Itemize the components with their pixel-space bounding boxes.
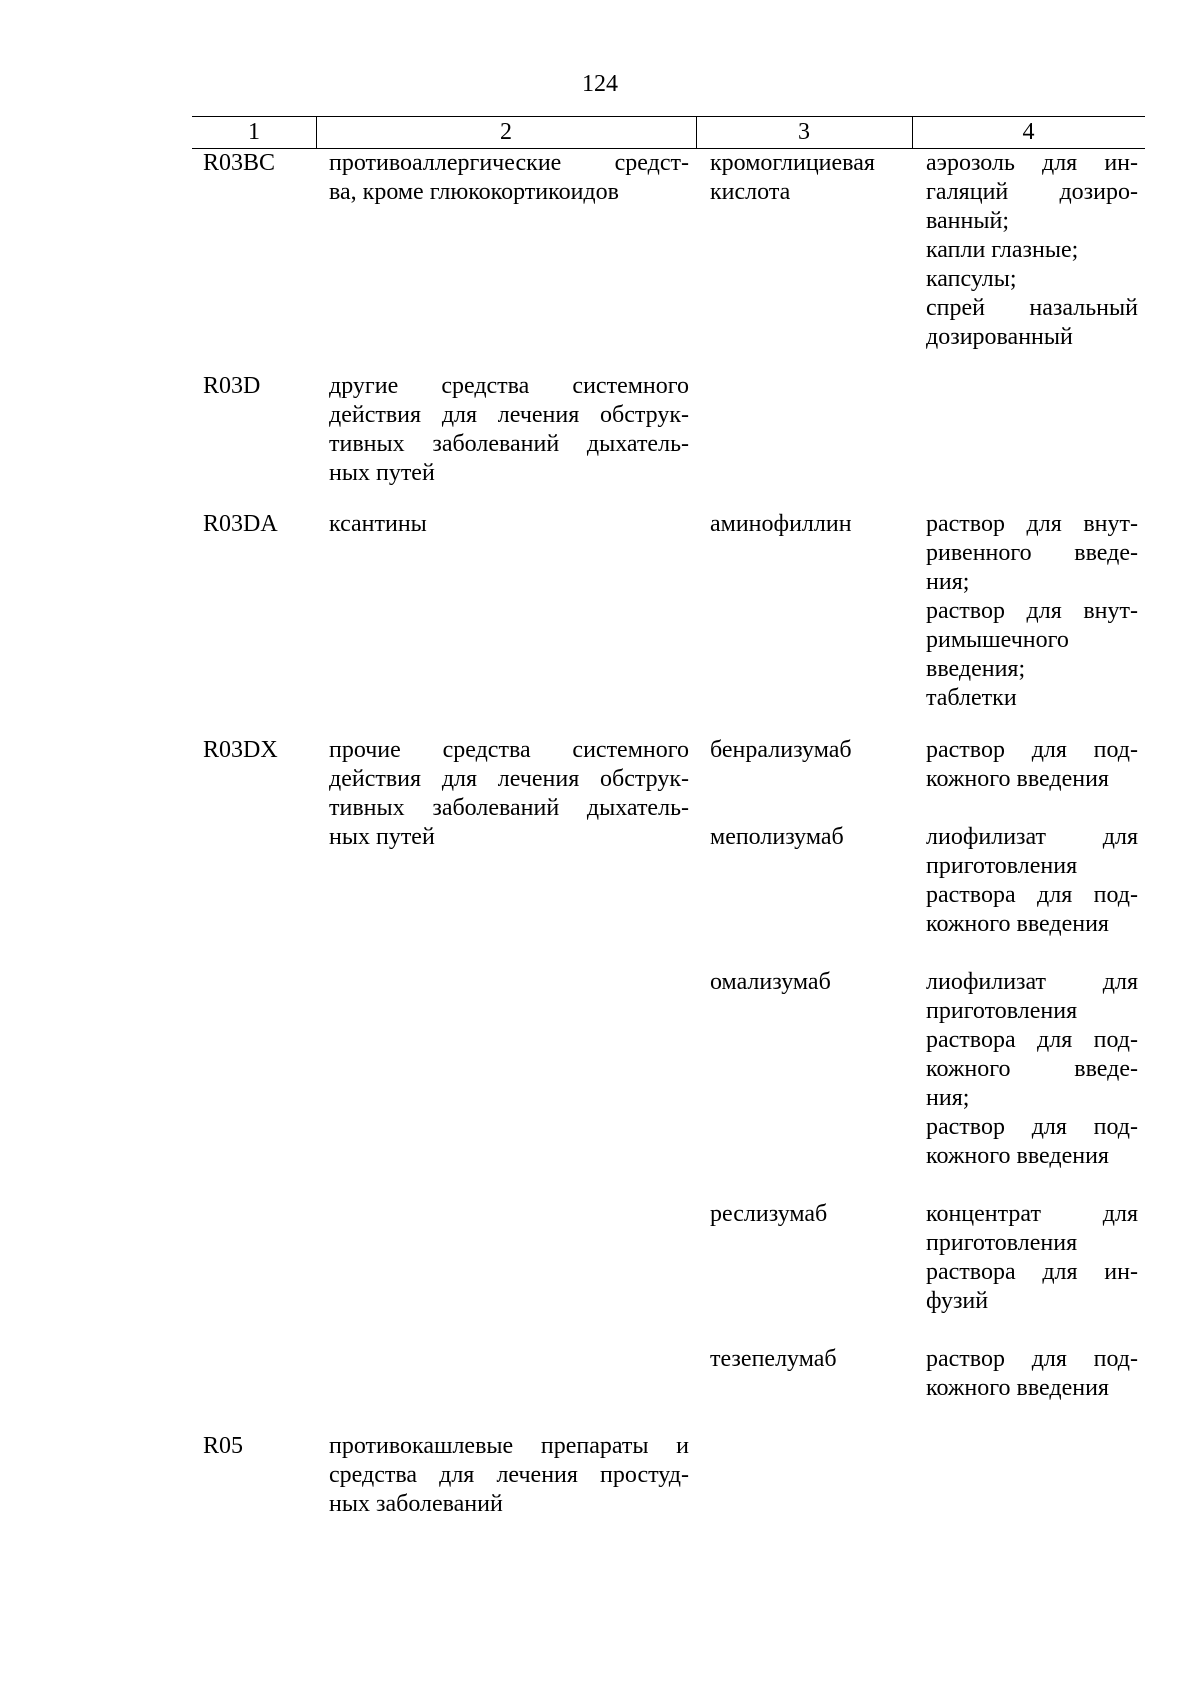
atc-code: R03DA — [203, 511, 278, 537]
dosage-forms: раствор для под- кожного введения — [926, 737, 1138, 792]
drug-name: меполизумаб — [710, 824, 844, 850]
dosage-forms: раствор для под- кожного введения — [926, 1346, 1138, 1401]
drug-name: тезепелумаб — [710, 1346, 837, 1372]
atc-group-name: прочие средства системного действия для лечения обструк- тивных заболеваний дыхатель- ных путей — [329, 737, 689, 850]
header-col-1: 1 — [248, 119, 260, 145]
header-col-4: 4 — [1022, 119, 1035, 145]
drug-name: аминофиллин — [710, 511, 852, 537]
atc-code: R03DX — [203, 737, 278, 763]
drug-name: бенрализумаб — [710, 737, 852, 763]
atc-group-name: противоаллергические средст- ва, кроме глюкокортикоидов — [329, 150, 689, 205]
header-col-2: 2 — [500, 119, 512, 145]
atc-code: R03D — [203, 373, 261, 399]
atc-code: R05 — [203, 1433, 244, 1459]
dosage-forms: лиофилизат для приготовления раствора для под- кожного введения — [926, 824, 1138, 937]
dosage-forms: лиофилизат для приготовления раствора для под- кожного введе- ния; раствор для под- кожного введения — [926, 969, 1138, 1169]
drug-name: кромоглициевая кислота — [710, 150, 875, 205]
drug-name: реслизумаб — [710, 1201, 828, 1227]
header-col-3: 3 — [798, 119, 810, 145]
dosage-forms: раствор для внут- ривенного введе- ния; раствор для внут- римышечного введения; таблетки — [926, 511, 1138, 711]
atc-group-name: противокашлевые препараты и средства для лечения простуд- ных заболеваний — [329, 1433, 689, 1517]
atc-code: R03BC — [203, 150, 276, 176]
page-number: 124 — [582, 71, 618, 97]
table-header — [192, 116, 1145, 149]
atc-group-name: другие средства системного действия для лечения обструк- тивных заболеваний дыхатель- ных путей — [329, 373, 689, 486]
dosage-forms: аэрозоль для ин- галяций дозиро- ванный; капли глазные; капсулы; спрей назальный дозированный — [926, 150, 1138, 350]
drug-name: омализумаб — [710, 969, 831, 995]
dosage-forms: концентрат для приготовления раствора для ин- фузий — [926, 1201, 1138, 1314]
atc-group-name: ксантины — [329, 511, 427, 537]
